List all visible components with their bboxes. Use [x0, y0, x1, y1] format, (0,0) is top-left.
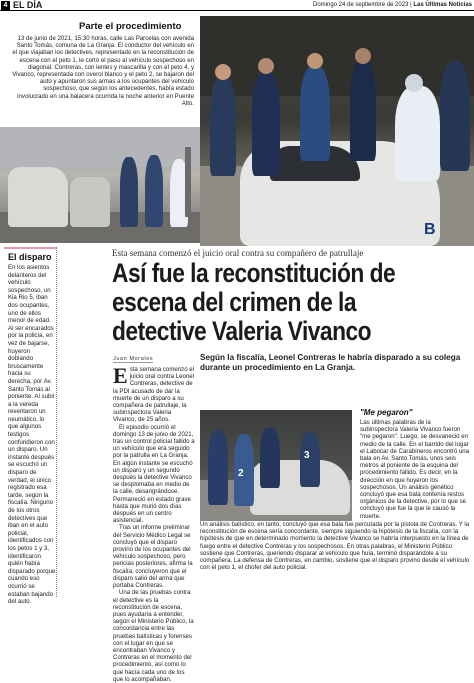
officer-figure: [300, 66, 330, 161]
top-story-column: [12, 35, 194, 107]
lead-paragraph: [113, 363, 195, 424]
white-overall-figure: [395, 86, 440, 181]
officer-figure: [260, 428, 280, 488]
vest-label: B: [424, 221, 436, 238]
sidebar-text: En los asientos delanteros del vehículo sospechoso, un Kia Rio 5, iban dos ocupantes, uno de ellos menor de edad. Al ser encarados por la policía, en vez de bajarse, huyeron doblando bruscamente hacia su derecha, por Av. Santo Tomás al poniente. Al subir a la vereda reventaron un neumático, lo que algunos testigos confundieron con un disparo. Un instante después se escuchó un disparo de verdad, el único registrado esa tarde, según la fiscalía. Ninguno de los otros detectives que iban en el auto policial, identificados con los petos 1 y 3, identificaron quién había disparado porque cuando eso ocurrió se estaban bajando del auto.: [8, 264, 56, 606]
vest-label: 2: [238, 468, 244, 479]
newspaper-name: Las Últimas Noticias: [413, 2, 472, 8]
sidebar-box: [4, 247, 56, 606]
officer-figure: [208, 430, 228, 505]
section-name: EL DÍA: [13, 0, 43, 10]
officer-figure: [440, 61, 470, 171]
officer-figure: [234, 434, 254, 506]
white-overall-head: [405, 74, 423, 92]
deck: Según la fiscalía, Leonel Contreras le habría disparado a su colega durante un procedimiento en La Granja.: [200, 353, 461, 372]
parked-car: [70, 177, 110, 227]
photo-sky: [0, 127, 200, 167]
officer-head: [215, 64, 231, 80]
street-photo: [0, 127, 200, 243]
main-body-column: [113, 363, 195, 683]
page-number: 4: [1, 1, 10, 10]
kicker: Esta semana comenzó el juicio oral contra su compañero de patrullaje: [112, 248, 364, 258]
officer-head: [258, 58, 274, 74]
officer-figure: [300, 432, 320, 487]
dateline-separator: |: [408, 2, 414, 8]
byline: Juan Morales: [113, 356, 154, 362]
right-column: [360, 419, 470, 520]
body-paragraph: El episodio ocurrió el domingo 13 de junio de 2021, tras un control policial fallido a un vehículo que era seguido por la patrulla en La Granja. En algún instante se escuchó un disparo y un segundo después la detective Vivanco se desplomaba en medio de la calle, desangrándose. Permaneció en estado grave hasta que murió dos días después en un centro asistencial.: [113, 423, 195, 525]
inset-photo: [200, 410, 352, 521]
officer-figure: [350, 61, 376, 161]
right-column-text: Las últimas palabras de la subinspectora Valeria Vivanco fueron "me pegaron". Luego, se desvaneció en medio de la calle. En el barrido del lugar el Labocar de Carabineros encontró una bala en Av. Santo Tomás, unos seis metros al poniente de la esquina del procedimiento fallido. Es decir, en la dirección en que huyeron los sospechosos. Un análisis genético concluyó que esa bala contenía restos orgánicos de la detective, por lo que se concluyó que fue la que le causó la muerte.: [360, 419, 470, 520]
headline: Así fue la reconstitución de escena del crimen de la detective Valeria Vivanco: [112, 258, 396, 346]
top-story-text: 13 de junio de 2021, 15:30 horas, calle Las Parcelas con avenida Santo Tomás, comuna de La Granja. El conductor del vehículo en el que viajaban los detectives, representado en la reconstitución de escena con el peto 1, le cortó el paso al vehículo sospechoso en diagonal. Contreras, con lentes y mascarilla y con el peto 4, y Vivanco, representada con overol blanco y el peto 2, se bajaron del auto y apuntaron sus armas a los ocupantes del vehículo sospechoso, que según los antecedentes, había estado involucrado en una balacera ocurrida la noche anterior en Puente Alto.: [12, 35, 194, 107]
bottom-text: Un análisis balístico, en tanto, concluyó que esa bala fue percutada por la pistola de Contreras. Y la reconstitución de escena sería concordante, siempre siguiendo la hipótesis de la fiscalía, con la hipótesis de que en determinado momento la detective Vivanco se habría interpuesto en la línea de fuego entre el detective Contreras y los sospechosos. En otras palabras, el Ministerio Público sostiene que Contreras, queriendo disparar al vehículo que huía, terminó disparándole a su compañera. La defensa de Contreras, en cambio, sostiene que el disparo provino desde el vehículo con el peto 1, el chofer del auto policial.: [200, 521, 470, 572]
officer-figure: [210, 76, 236, 176]
main-photo: [200, 16, 474, 246]
vest-label: 3: [304, 450, 310, 461]
top-subtitle: Parte el procedimiento: [79, 21, 182, 32]
body-paragraph: Tras un informe preliminar del Servicio Médico Legal se concluyó que el disparo provino de los ocupantes del vehículo sospechoso, pero pericias posteriores, afirma la fiscalía, concluyeron que el disparo salió del arma que portaba Contreras.: [113, 524, 193, 590]
dropcap: E: [113, 363, 128, 388]
sidebar-title: El disparo: [8, 252, 52, 262]
parked-car: [8, 167, 68, 227]
body-paragraph: Una de las pruebas contra el detective es la reconstitución de escena, pues ayudaría a entender, según el Ministerio Público, la concordancia entre las pruebas balísticas y forenses con el lugar en que se encontraban Vivanco y Contreras en el momento del procedimiento, así como lo que hacía cada uno de los que lo acompañaban.: [113, 589, 194, 683]
page-header: [0, 0, 474, 11]
officer-figure: [252, 71, 280, 176]
officer-figure: [145, 155, 163, 227]
officer-figure: [120, 157, 138, 227]
column-divider: [56, 247, 57, 597]
dateline: [313, 1, 472, 10]
issue-date: Domingo 24 de septiembre de 2023: [313, 2, 409, 8]
bottom-text-block: [200, 521, 470, 571]
photo-background: [200, 16, 474, 96]
street-pole: [185, 147, 191, 217]
lead-text: sta semana comenzó el juicio oral contra Leonel Contreras, detective de la PDI acusado de dar la muerte de un disparo a su compañera de patrullaje, la subinspectora Valeria Vivanco, de 25 años.: [113, 366, 195, 424]
officer-head: [307, 53, 323, 69]
officer-head: [355, 48, 371, 64]
right-subtitle: "Me pegaron": [360, 408, 413, 417]
